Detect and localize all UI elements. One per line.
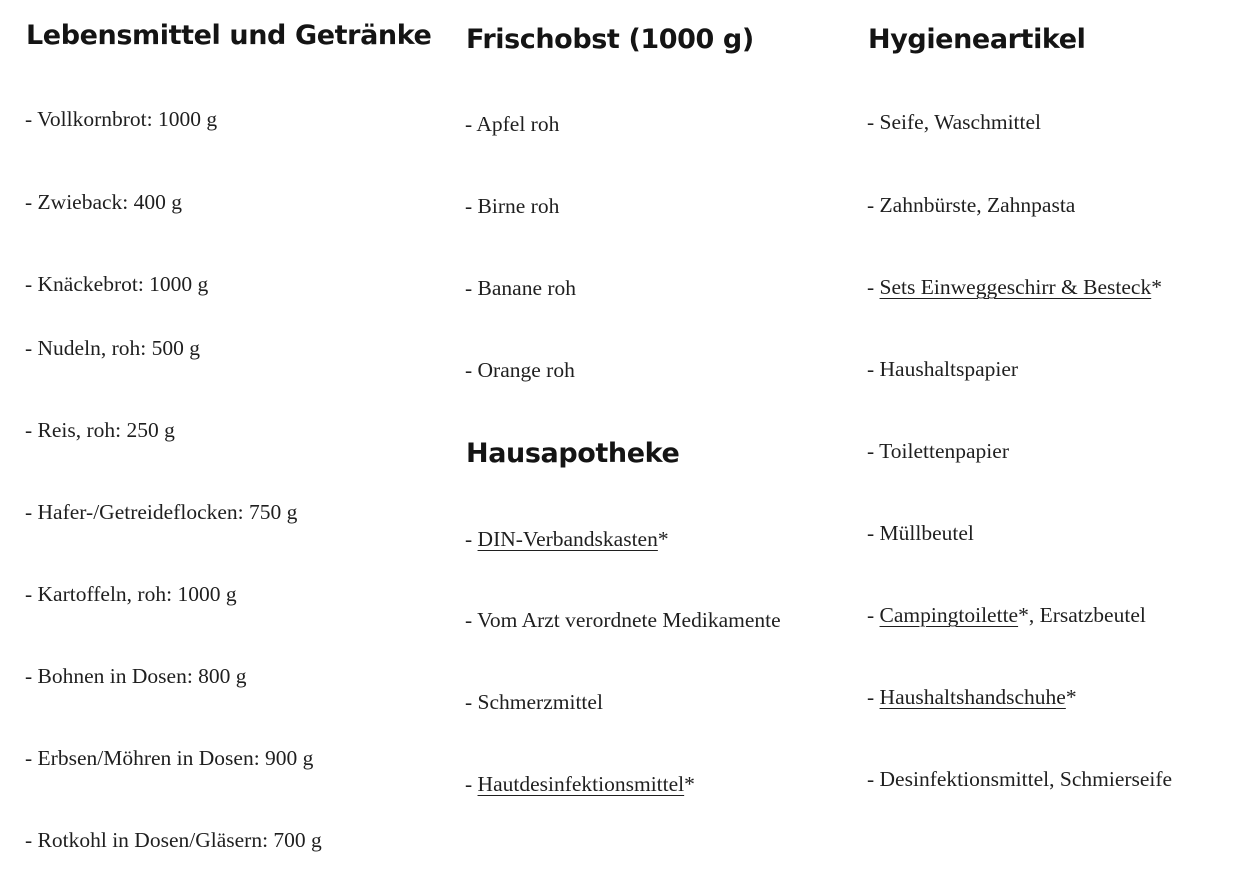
list-item: - Reis, roh: 250 g: [25, 418, 175, 442]
list-dash: -: [465, 772, 478, 796]
list-item: - Toilettenpapier: [867, 439, 1009, 463]
verbandskasten-link[interactable]: DIN-Verbandskasten: [477, 527, 658, 551]
heading-hygieneartikel: Hygieneartikel: [868, 24, 1086, 55]
einweggeschirr-link[interactable]: Sets Einweggeschirr & Besteck: [879, 275, 1152, 299]
asterisk: *: [1151, 275, 1162, 299]
list-item: - Desinfektionsmittel, Schmierseife: [867, 767, 1173, 791]
asterisk: *: [1065, 685, 1077, 709]
list-item-einweggeschirr: [867, 275, 1162, 300]
heading-frischobst: Frischobst (1000 g): [466, 24, 754, 55]
list-item: - Birne roh: [465, 194, 560, 218]
list-dash: -: [867, 275, 880, 299]
ersatzbeutel-text: , Ersatzbeutel: [1028, 603, 1146, 627]
list-item: - Schmerzmittel: [465, 690, 603, 714]
haushaltshandschuhe-link[interactable]: Haushaltshandschuhe: [879, 685, 1066, 709]
list-item: - Zwieback: 400 g: [25, 190, 183, 214]
list-item: - Nudeln, roh: 500 g: [25, 336, 200, 360]
list-item: - Haushaltspapier: [867, 357, 1019, 381]
list-item: - Vollkornbrot: 1000 g: [25, 107, 218, 131]
list-item: - Banane roh: [465, 276, 577, 300]
list-item: - Orange roh: [465, 358, 575, 382]
list-item: - Rotkohl in Dosen/Gläsern: 700 g: [25, 828, 322, 852]
asterisk: *: [657, 527, 669, 551]
list-item-haushaltshandschuhe: [867, 685, 1077, 710]
list-item: - Müllbeutel: [867, 521, 974, 545]
list-item: - Zahnbürste, Zahnpasta: [867, 193, 1076, 217]
list-item-verbandskasten: [465, 527, 669, 552]
list-item: - Hafer-/Getreideflocken: 750 g: [25, 500, 298, 524]
hautdesinfektionsmittel-link[interactable]: Hautdesinfektionsmittel: [477, 772, 685, 796]
list-dash: -: [867, 685, 880, 709]
list-item-campingtoilette: [867, 603, 1146, 628]
heading-lebensmittel: Lebensmittel und Getränke: [26, 20, 432, 51]
list-item: - Knäckebrot: 1000 g: [25, 272, 209, 296]
asterisk: *: [1018, 603, 1029, 627]
list-item: - Erbsen/Möhren in Dosen: 900 g: [25, 746, 314, 770]
asterisk: *: [684, 772, 695, 796]
list-item: - Kartoffeln, roh: 1000 g: [25, 582, 237, 606]
list-dash: -: [465, 527, 478, 551]
heading-hausapotheke: Hausapotheke: [466, 438, 680, 469]
list-item: - Seife, Waschmittel: [867, 110, 1042, 134]
list-item: - Apfel roh: [465, 112, 560, 136]
campingtoilette-link[interactable]: Campingtoilette: [879, 603, 1019, 627]
list-dash: -: [867, 603, 880, 627]
list-item: - Vom Arzt verordnete Medikamente: [465, 608, 781, 632]
list-item-hautdesinfektion: [465, 772, 695, 797]
list-item: - Bohnen in Dosen: 800 g: [25, 664, 247, 688]
